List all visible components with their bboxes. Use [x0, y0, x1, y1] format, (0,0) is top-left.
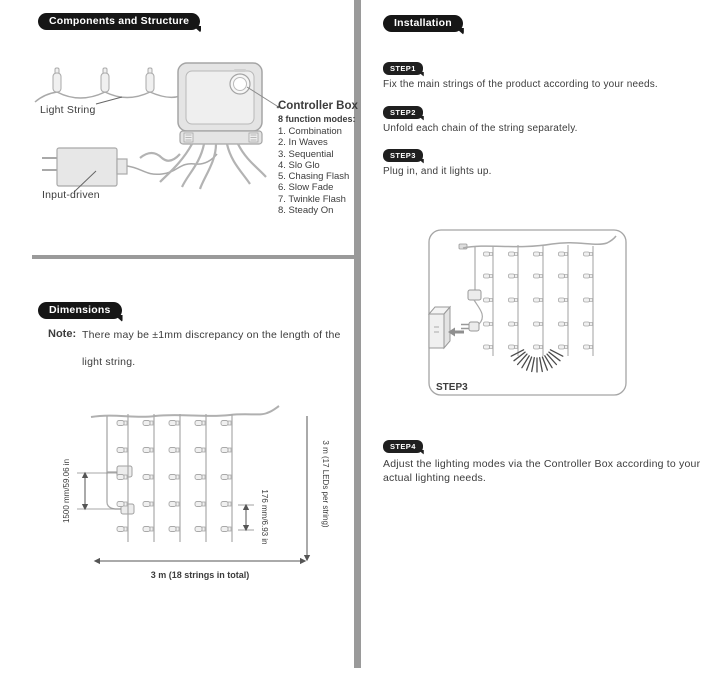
installation-section-badge: Installation	[383, 15, 463, 32]
step1-text: Fix the main strings of the product according to your needs.	[383, 79, 658, 90]
mode-item: 4. Slo Glo	[278, 159, 320, 171]
light-string-label: Light String	[40, 104, 96, 116]
controller-box-info	[278, 100, 364, 216]
drop-dimension-label: 3 m (17 LEDs per string)	[321, 440, 330, 528]
spacing-dimension	[238, 505, 254, 530]
outlet-icon	[429, 307, 450, 348]
mode-item: 6. Slow Fade	[278, 182, 334, 194]
height-dimension-label: 1500 mm/59.06 in	[62, 458, 71, 524]
top-wire	[91, 406, 279, 417]
light-string-pointer-line	[96, 97, 122, 104]
note-label: Note:	[48, 328, 77, 340]
step3-diagram-label: STEP3	[436, 382, 468, 393]
step4-badge: STEP4	[383, 440, 423, 453]
components-section-badge: Components and Structure	[38, 13, 200, 30]
height-dimension	[77, 473, 121, 509]
controller-box-title: Controller Box	[278, 100, 358, 112]
width-dimension-label: 3 m (18 strings in total)	[150, 570, 250, 580]
step3-badge: STEP3	[383, 149, 423, 162]
controller-box-drawing	[140, 63, 279, 189]
power-lead	[107, 416, 134, 514]
modes-list	[278, 126, 364, 216]
note-text-line1: There may be ±1mm discrepancy on the length of the	[82, 329, 341, 341]
power-adapter-drawing	[42, 148, 217, 192]
mode-item: 8. Steady On	[278, 205, 334, 217]
mode-item: 3. Sequential	[278, 148, 334, 160]
step3-diagram	[427, 228, 631, 400]
step2-badge: STEP2	[383, 106, 423, 119]
diagram-border	[429, 230, 626, 395]
mode-item: 5. Chasing Flash	[278, 171, 350, 183]
light-string-drawing	[35, 68, 192, 104]
mode-item: 2. In Waves	[278, 137, 328, 149]
step3-text: Plug in, and it lights up.	[383, 166, 492, 177]
spacing-dimension-label: 176 mm/6.93 in	[260, 489, 269, 545]
modes-heading: 8 function modes:	[278, 114, 356, 124]
step4-text: Adjust the lighting modes via the Controller Box according to your actual lighting needs.	[383, 458, 701, 484]
dimensions-section-badge: Dimensions	[38, 302, 122, 319]
note-text-line2: light string.	[82, 356, 136, 368]
step1-badge: STEP1	[383, 62, 423, 75]
step2-text: Unfold each chain of the string separately.	[383, 123, 578, 134]
controller-wires	[140, 144, 266, 189]
dimensions-diagram	[55, 396, 340, 591]
mode-item: 7. Twinkle Flash	[278, 193, 346, 205]
plug-icon	[469, 322, 479, 331]
curtain-bulbs	[117, 421, 231, 532]
mode-item: 1. Combination	[278, 126, 342, 137]
input-driven-label: Input-driven	[42, 189, 100, 201]
